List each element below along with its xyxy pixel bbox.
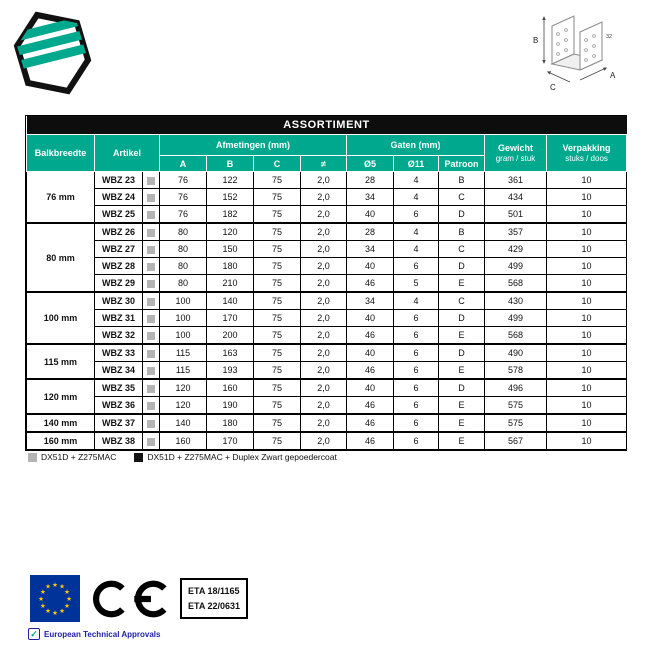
artikel-cell: WBZ 26 <box>95 223 143 241</box>
cell-gewicht: 501 <box>485 206 547 224</box>
eu-star-icon: ★ <box>39 588 46 596</box>
eu-star-icon: ★ <box>64 588 71 596</box>
cell-patroon: B <box>439 223 485 241</box>
cell-a: 100 <box>160 310 207 327</box>
table-row <box>27 344 627 362</box>
cell-gewicht: 575 <box>485 397 547 415</box>
cell-gewicht: 499 <box>485 310 547 327</box>
cell-b: 182 <box>207 206 254 224</box>
cell-c: 75 <box>254 258 301 275</box>
coating-marker-icon <box>147 402 155 410</box>
cell-patroon: C <box>439 189 485 206</box>
subcol-thickness: ≠ <box>301 156 347 172</box>
cell-o5: 46 <box>347 362 394 380</box>
cell-patroon: D <box>439 310 485 327</box>
cell-c: 75 <box>254 241 301 258</box>
cell-thickness: 2,0 <box>301 327 347 345</box>
dim-label-c: C <box>550 83 556 92</box>
cell-thickness: 2,0 <box>301 275 347 293</box>
cell-gewicht: 490 <box>485 344 547 362</box>
table-row <box>27 327 627 345</box>
verpakking-sub: stuks / doos <box>565 154 608 163</box>
coating-marker-icon <box>147 438 155 446</box>
subcol-a: A <box>160 156 207 172</box>
artikel-cell: WBZ 33 <box>95 344 143 362</box>
coating-marker-cell <box>143 397 160 415</box>
cell-patroon: E <box>439 362 485 380</box>
cell-c: 75 <box>254 223 301 241</box>
cell-patroon: D <box>439 206 485 224</box>
cell-patroon: E <box>439 275 485 293</box>
cell-a: 80 <box>160 258 207 275</box>
cell-o5: 46 <box>347 414 394 432</box>
eu-star-icon: ★ <box>64 602 71 610</box>
balkbreedte-cell: 120 mm <box>27 379 95 414</box>
cell-a: 80 <box>160 223 207 241</box>
cell-verpakking: 10 <box>547 327 627 345</box>
coating-marker-cell <box>143 241 160 258</box>
cell-o11: 5 <box>394 275 439 293</box>
cell-o5: 34 <box>347 292 394 310</box>
cell-b: 140 <box>207 292 254 310</box>
col-header-verpakking <box>547 135 627 172</box>
cell-thickness: 2,0 <box>301 206 347 224</box>
cell-b: 160 <box>207 379 254 397</box>
artikel-cell: WBZ 29 <box>95 275 143 293</box>
cell-patroon: E <box>439 414 485 432</box>
artikel-cell: WBZ 25 <box>95 206 143 224</box>
cell-a: 160 <box>160 432 207 450</box>
legend-marker-gray-icon <box>28 453 37 462</box>
dim-label-a: A <box>610 71 616 80</box>
eu-star-icon: ★ <box>52 581 58 589</box>
table-row <box>27 241 627 258</box>
cell-thickness: 2,0 <box>301 397 347 415</box>
cell-a: 100 <box>160 292 207 310</box>
cell-thickness: 2,0 <box>301 241 347 258</box>
artikel-cell: WBZ 28 <box>95 258 143 275</box>
coating-marker-icon <box>147 298 155 306</box>
balkbreedte-cell: 76 mm <box>27 172 95 224</box>
cell-o11: 4 <box>394 189 439 206</box>
col-header-gaten: Gaten (mm) <box>347 135 485 156</box>
cell-o5: 46 <box>347 432 394 450</box>
cell-b: 120 <box>207 223 254 241</box>
cell-c: 75 <box>254 379 301 397</box>
cell-a: 76 <box>160 189 207 206</box>
cell-patroon: E <box>439 397 485 415</box>
cell-verpakking: 10 <box>547 189 627 206</box>
cell-o11: 6 <box>394 379 439 397</box>
table-row <box>27 189 627 206</box>
eu-star-icon: ★ <box>66 595 72 603</box>
artikel-cell: WBZ 37 <box>95 414 143 432</box>
cell-thickness: 2,0 <box>301 223 347 241</box>
cell-verpakking: 10 <box>547 275 627 293</box>
artikel-cell: WBZ 27 <box>95 241 143 258</box>
coating-marker-icon <box>147 194 155 202</box>
cell-verpakking: 10 <box>547 397 627 415</box>
eu-star-icon: ★ <box>59 607 65 615</box>
col-header-afmetingen: Afmetingen (mm) <box>160 135 347 156</box>
coating-marker-cell <box>143 275 160 293</box>
table-row <box>27 414 627 432</box>
cell-gewicht: 499 <box>485 258 547 275</box>
cell-c: 75 <box>254 172 301 189</box>
legend-label: DX51D + Z275MAC <box>41 452 117 462</box>
cell-o5: 40 <box>347 344 394 362</box>
eu-star-icon: ★ <box>38 595 44 603</box>
coating-marker-cell <box>143 327 160 345</box>
assortiment-table <box>26 116 627 450</box>
coating-marker-icon <box>147 229 155 237</box>
coating-marker-icon <box>147 246 155 254</box>
legend-item-powdercoat <box>134 452 336 462</box>
cell-b: 170 <box>207 310 254 327</box>
cell-o11: 6 <box>394 397 439 415</box>
cell-a: 100 <box>160 327 207 345</box>
artikel-cell: WBZ 32 <box>95 327 143 345</box>
cell-o11: 6 <box>394 344 439 362</box>
table-row <box>27 292 627 310</box>
cell-o11: 6 <box>394 362 439 380</box>
balkbreedte-cell: 80 mm <box>27 223 95 292</box>
cell-c: 75 <box>254 327 301 345</box>
table-row <box>27 223 627 241</box>
cell-gewicht: 434 <box>485 189 547 206</box>
coating-marker-icon <box>147 315 155 323</box>
cell-patroon: E <box>439 327 485 345</box>
legend-label: DX51D + Z275MAC + Duplex Zwart gepoedercoat <box>147 452 337 462</box>
coating-marker-cell <box>143 432 160 450</box>
eu-star-icon: ★ <box>45 583 51 591</box>
cell-thickness: 2,0 <box>301 172 347 189</box>
cell-o5: 46 <box>347 327 394 345</box>
col-header-artikel: Artikel <box>95 135 160 172</box>
cell-gewicht: 429 <box>485 241 547 258</box>
cell-c: 75 <box>254 344 301 362</box>
cell-o5: 28 <box>347 172 394 189</box>
coating-marker-icon <box>147 385 155 393</box>
cell-b: 210 <box>207 275 254 293</box>
coating-marker-cell <box>143 189 160 206</box>
cell-b: 180 <box>207 414 254 432</box>
artikel-cell: WBZ 24 <box>95 189 143 206</box>
cell-a: 80 <box>160 275 207 293</box>
assortiment-table-wrap <box>25 115 627 451</box>
cell-b: 180 <box>207 258 254 275</box>
cell-gewicht: 567 <box>485 432 547 450</box>
artikel-cell: WBZ 34 <box>95 362 143 380</box>
subcol-o5: Ø5 <box>347 156 394 172</box>
cell-patroon: C <box>439 241 485 258</box>
cell-patroon: E <box>439 432 485 450</box>
hexagon-stripes-logo-icon <box>10 8 96 98</box>
cell-c: 75 <box>254 414 301 432</box>
cell-b: 150 <box>207 241 254 258</box>
certification-row <box>30 575 248 622</box>
artikel-cell: WBZ 36 <box>95 397 143 415</box>
cell-verpakking: 10 <box>547 432 627 450</box>
assortiment-table-body <box>27 172 627 450</box>
cell-gewicht: 568 <box>485 275 547 293</box>
table-row <box>27 432 627 450</box>
cell-o11: 6 <box>394 310 439 327</box>
dim-label-b: B <box>533 36 539 45</box>
table-title: ASSORTIMENT <box>27 116 627 135</box>
eu-star-icon: ★ <box>52 609 58 617</box>
cell-a: 80 <box>160 241 207 258</box>
cell-a: 140 <box>160 414 207 432</box>
table-row <box>27 275 627 293</box>
cell-verpakking: 10 <box>547 292 627 310</box>
dim-label-thickness: 32 <box>606 34 613 40</box>
cell-verpakking: 10 <box>547 258 627 275</box>
cell-a: 120 <box>160 397 207 415</box>
coating-marker-cell <box>143 172 160 189</box>
cell-gewicht: 357 <box>485 223 547 241</box>
cell-verpakking: 10 <box>547 379 627 397</box>
cell-o11: 6 <box>394 258 439 275</box>
coating-marker-cell <box>143 344 160 362</box>
cell-verpakking: 10 <box>547 241 627 258</box>
eu-star-icon: ★ <box>59 583 65 591</box>
cell-b: 170 <box>207 432 254 450</box>
cell-thickness: 2,0 <box>301 379 347 397</box>
artikel-cell: WBZ 23 <box>95 172 143 189</box>
cell-thickness: 2,0 <box>301 258 347 275</box>
coating-marker-icon <box>147 332 155 340</box>
cell-c: 75 <box>254 275 301 293</box>
cell-b: 200 <box>207 327 254 345</box>
product-drawing <box>520 4 632 113</box>
cell-verpakking: 10 <box>547 206 627 224</box>
coating-legend <box>28 452 337 462</box>
cell-o11: 6 <box>394 432 439 450</box>
table-row <box>27 310 627 327</box>
coating-marker-icon <box>147 263 155 271</box>
cell-c: 75 <box>254 189 301 206</box>
eta-footnote-label: European Technical Approvals <box>44 629 161 639</box>
cell-b: 163 <box>207 344 254 362</box>
eta-line: ETA 18/1165 <box>188 586 240 597</box>
cell-patroon: D <box>439 379 485 397</box>
cell-o11: 6 <box>394 327 439 345</box>
cell-gewicht: 568 <box>485 327 547 345</box>
check-icon: ✓ <box>28 628 40 640</box>
joist-hanger-sketch-icon <box>520 4 632 108</box>
verpakking-title: Verpakking <box>562 143 611 153</box>
legend-item-zinc <box>28 452 116 462</box>
coating-marker-cell <box>143 379 160 397</box>
cell-o11: 6 <box>394 414 439 432</box>
subcol-patroon: Patroon <box>439 156 485 172</box>
balkbreedte-cell: 140 mm <box>27 414 95 432</box>
company-logo <box>10 8 96 103</box>
coating-marker-cell <box>143 258 160 275</box>
coating-marker-icon <box>147 350 155 358</box>
coating-marker-icon <box>147 420 155 428</box>
cell-gewicht: 578 <box>485 362 547 380</box>
cell-gewicht: 575 <box>485 414 547 432</box>
cell-gewicht: 430 <box>485 292 547 310</box>
table-row <box>27 206 627 224</box>
cell-thickness: 2,0 <box>301 362 347 380</box>
cell-a: 115 <box>160 362 207 380</box>
cell-c: 75 <box>254 292 301 310</box>
gewicht-sub: gram / stuk <box>495 154 536 163</box>
coating-marker-cell <box>143 292 160 310</box>
table-row <box>27 362 627 380</box>
cell-patroon: D <box>439 344 485 362</box>
coating-marker-cell <box>143 206 160 224</box>
table-row <box>27 397 627 415</box>
balkbreedte-cell: 160 mm <box>27 432 95 450</box>
cell-o5: 34 <box>347 241 394 258</box>
coating-marker-icon <box>147 177 155 185</box>
subcol-c: C <box>254 156 301 172</box>
artikel-cell: WBZ 30 <box>95 292 143 310</box>
cell-thickness: 2,0 <box>301 344 347 362</box>
eu-star-icon: ★ <box>45 607 51 615</box>
cell-o11: 4 <box>394 172 439 189</box>
cell-c: 75 <box>254 310 301 327</box>
eta-footnote <box>28 628 160 640</box>
cell-c: 75 <box>254 362 301 380</box>
eu-flag-icon <box>30 575 80 622</box>
cell-o5: 46 <box>347 275 394 293</box>
cell-verpakking: 10 <box>547 172 627 189</box>
table-row <box>27 258 627 275</box>
balkbreedte-cell: 115 mm <box>27 344 95 379</box>
cell-c: 75 <box>254 432 301 450</box>
cell-thickness: 2,0 <box>301 292 347 310</box>
cell-gewicht: 361 <box>485 172 547 189</box>
artikel-cell: WBZ 35 <box>95 379 143 397</box>
cell-gewicht: 496 <box>485 379 547 397</box>
cell-a: 115 <box>160 344 207 362</box>
cell-o11: 4 <box>394 223 439 241</box>
col-header-gewicht <box>485 135 547 172</box>
coating-marker-icon <box>147 211 155 219</box>
cell-a: 76 <box>160 206 207 224</box>
subcol-o11: Ø11 <box>394 156 439 172</box>
cell-o5: 46 <box>347 397 394 415</box>
cell-o5: 28 <box>347 223 394 241</box>
gewicht-title: Gewicht <box>497 143 533 153</box>
cell-o5: 40 <box>347 310 394 327</box>
cell-a: 76 <box>160 172 207 189</box>
cell-o11: 4 <box>394 241 439 258</box>
coating-marker-cell <box>143 362 160 380</box>
cell-b: 190 <box>207 397 254 415</box>
cell-b: 152 <box>207 189 254 206</box>
coating-marker-cell <box>143 414 160 432</box>
cell-o5: 40 <box>347 258 394 275</box>
coating-marker-cell <box>143 310 160 327</box>
cell-verpakking: 10 <box>547 223 627 241</box>
cell-thickness: 2,0 <box>301 310 347 327</box>
cell-b: 122 <box>207 172 254 189</box>
legend-marker-black-icon <box>134 453 143 462</box>
subcol-b: B <box>207 156 254 172</box>
cell-b: 193 <box>207 362 254 380</box>
cell-verpakking: 10 <box>547 344 627 362</box>
cell-patroon: D <box>439 258 485 275</box>
cell-o11: 6 <box>394 206 439 224</box>
cell-o5: 40 <box>347 379 394 397</box>
cell-o11: 4 <box>394 292 439 310</box>
cell-a: 120 <box>160 379 207 397</box>
artikel-cell: WBZ 38 <box>95 432 143 450</box>
coating-marker-icon <box>147 280 155 288</box>
cell-thickness: 2,0 <box>301 432 347 450</box>
cell-verpakking: 10 <box>547 414 627 432</box>
balkbreedte-cell: 100 mm <box>27 292 95 344</box>
cell-patroon: C <box>439 292 485 310</box>
cell-verpakking: 10 <box>547 362 627 380</box>
ce-mark-icon <box>90 576 170 622</box>
cell-o5: 40 <box>347 206 394 224</box>
cell-thickness: 2,0 <box>301 414 347 432</box>
cell-c: 75 <box>254 397 301 415</box>
coating-marker-icon <box>147 367 155 375</box>
cell-o5: 34 <box>347 189 394 206</box>
eta-line: ETA 22/0631 <box>188 600 241 611</box>
eu-star-icon: ★ <box>39 602 46 610</box>
table-row <box>27 172 627 189</box>
table-row <box>27 379 627 397</box>
coating-marker-cell <box>143 223 160 241</box>
cell-patroon: B <box>439 172 485 189</box>
cell-verpakking: 10 <box>547 310 627 327</box>
artikel-cell: WBZ 31 <box>95 310 143 327</box>
eta-approvals-box <box>180 578 248 619</box>
cell-c: 75 <box>254 206 301 224</box>
cell-thickness: 2,0 <box>301 189 347 206</box>
col-header-balkbreedte: Balkbreedte <box>27 135 95 172</box>
